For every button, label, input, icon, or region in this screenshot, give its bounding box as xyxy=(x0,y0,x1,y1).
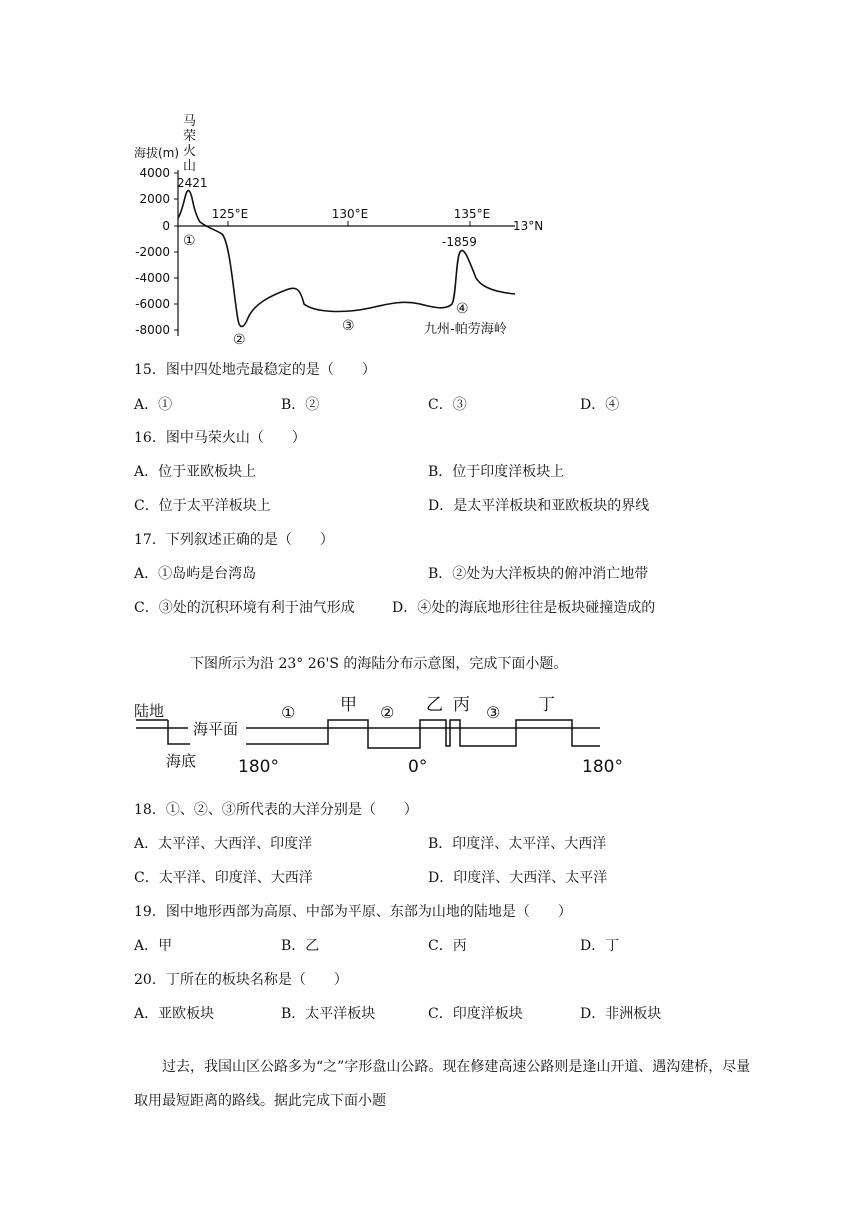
question-19-stem: 19．图中地形西部为高原、中部为平原、东部为山地的陆地是（ ） xyxy=(134,904,572,920)
volcano-label-char: 荣 xyxy=(183,129,197,144)
legend-seabed-line xyxy=(168,720,190,744)
x-tick-label: 125°E xyxy=(211,207,249,221)
option-a[interactable]: A．① xyxy=(134,397,173,413)
option-d[interactable]: D．非洲板块 xyxy=(580,1006,662,1022)
volcano-label-char: 山 xyxy=(183,159,197,174)
option-b[interactable]: B．位于印度洋板块上 xyxy=(428,464,565,480)
elevation-profile-figure xyxy=(130,108,560,348)
volcano-label-char: 火 xyxy=(183,144,197,159)
option-a[interactable]: A．①岛屿是台湾岛 xyxy=(134,566,257,582)
land-label-bing: 丙 xyxy=(453,695,470,715)
marker-3: ③ xyxy=(342,318,355,334)
section-intro-paragraph: 过去，我国山区公路多为“之”字形盘山公路。现在修建高速公路则是逢山开道、遇沟建桥，尽量取用最短距离的路线。据此完成下面小题 xyxy=(134,1059,751,1109)
option-d[interactable]: D．丁 xyxy=(580,938,620,954)
land-label-yi: 乙 xyxy=(426,695,443,715)
y-tick-label: 4000 xyxy=(139,166,170,180)
option-c[interactable]: C．位于太平洋板块上 xyxy=(134,498,271,514)
option-a[interactable]: A．甲 xyxy=(134,938,173,954)
option-b[interactable]: B．太平洋板块 xyxy=(281,1006,376,1022)
question-18-stem: 18．①、②、③所代表的大洋分别是（ ） xyxy=(134,802,418,818)
right-longitude-label: 180° xyxy=(582,757,623,777)
land-label-ding: 丁 xyxy=(538,695,555,715)
option-b[interactable]: B．印度洋、太平洋、大西洋 xyxy=(428,836,607,852)
marker-1: ① xyxy=(183,233,196,249)
option-c[interactable]: C．③ xyxy=(428,397,467,413)
option-a[interactable]: A．亚欧板块 xyxy=(134,1006,215,1022)
option-a[interactable]: A．太平洋、大西洋、印度洋 xyxy=(134,836,313,852)
option-b[interactable]: B．乙 xyxy=(281,938,320,954)
option-d[interactable]: D．是太平洋板块和亚欧板块的界线 xyxy=(428,498,650,514)
y-tick-label: -2000 xyxy=(135,245,170,259)
seabed-label: 海底 xyxy=(166,752,197,770)
y-tick-label: 0 xyxy=(162,219,170,233)
ocean-marker-1: ① xyxy=(281,703,296,722)
y-axis-title: 海拔(m) xyxy=(134,146,180,160)
ridge-label: 九州-帕劳海岭 xyxy=(424,322,507,337)
section-intro: 下图所示为沿 23° 26'S 的海陆分布示意图，完成下面小题。 xyxy=(190,656,568,672)
option-d[interactable]: D．印度洋、大西洋、太平洋 xyxy=(428,870,608,886)
option-c[interactable]: C．丙 xyxy=(428,938,467,954)
land-sea-profile xyxy=(246,720,600,748)
ocean-marker-2: ② xyxy=(380,703,395,722)
land-label-jia: 甲 xyxy=(340,695,357,715)
option-b[interactable]: B．②处为大洋板块的俯冲消亡地带 xyxy=(428,566,649,582)
sea-level-label: 海平面 xyxy=(193,720,239,738)
option-d[interactable]: D．④ xyxy=(580,397,620,413)
y-tick-label: 2000 xyxy=(139,192,170,206)
x-tick-label: 135°E xyxy=(453,207,491,221)
option-c[interactable]: C．印度洋板块 xyxy=(428,1006,523,1022)
y-tick-label: -8000 xyxy=(135,323,170,337)
center-longitude-label: 0° xyxy=(408,757,428,777)
left-longitude-label: 180° xyxy=(238,757,279,777)
question-16-stem: 16．图中马荣火山（ ） xyxy=(134,430,306,446)
x-tick-label: 130°E xyxy=(331,207,369,221)
trench-peak-value-label: -1859 xyxy=(442,235,477,249)
question-17-stem: 17．下列叙述正确的是（ ） xyxy=(134,532,334,548)
option-b[interactable]: B．② xyxy=(281,397,320,413)
land-sea-figure xyxy=(130,688,630,780)
option-c[interactable]: C．③处的沉积环境有利于油气形成 xyxy=(134,600,355,616)
axis-end-label: 13°N xyxy=(513,219,544,233)
land-label: 陆地 xyxy=(134,702,165,720)
option-a[interactable]: A．位于亚欧板块上 xyxy=(134,464,257,480)
question-20-stem: 20．丁所在的板块名称是（ ） xyxy=(134,972,348,988)
ocean-marker-3: ③ xyxy=(486,703,501,722)
marker-2: ② xyxy=(233,332,246,348)
y-tick-label: -4000 xyxy=(135,271,170,285)
option-c[interactable]: C．太平洋、印度洋、大西洋 xyxy=(134,870,313,886)
question-15-stem: 15．图中四处地壳最稳定的是（ ） xyxy=(134,362,376,378)
option-d[interactable]: D．④处的海底地形往往是板块碰撞造成的 xyxy=(392,600,656,616)
marker-4: ④ xyxy=(456,301,469,317)
peak-value-label: 2421 xyxy=(177,176,208,190)
y-tick-label: -6000 xyxy=(135,297,170,311)
volcano-label-char: 马 xyxy=(183,114,197,129)
